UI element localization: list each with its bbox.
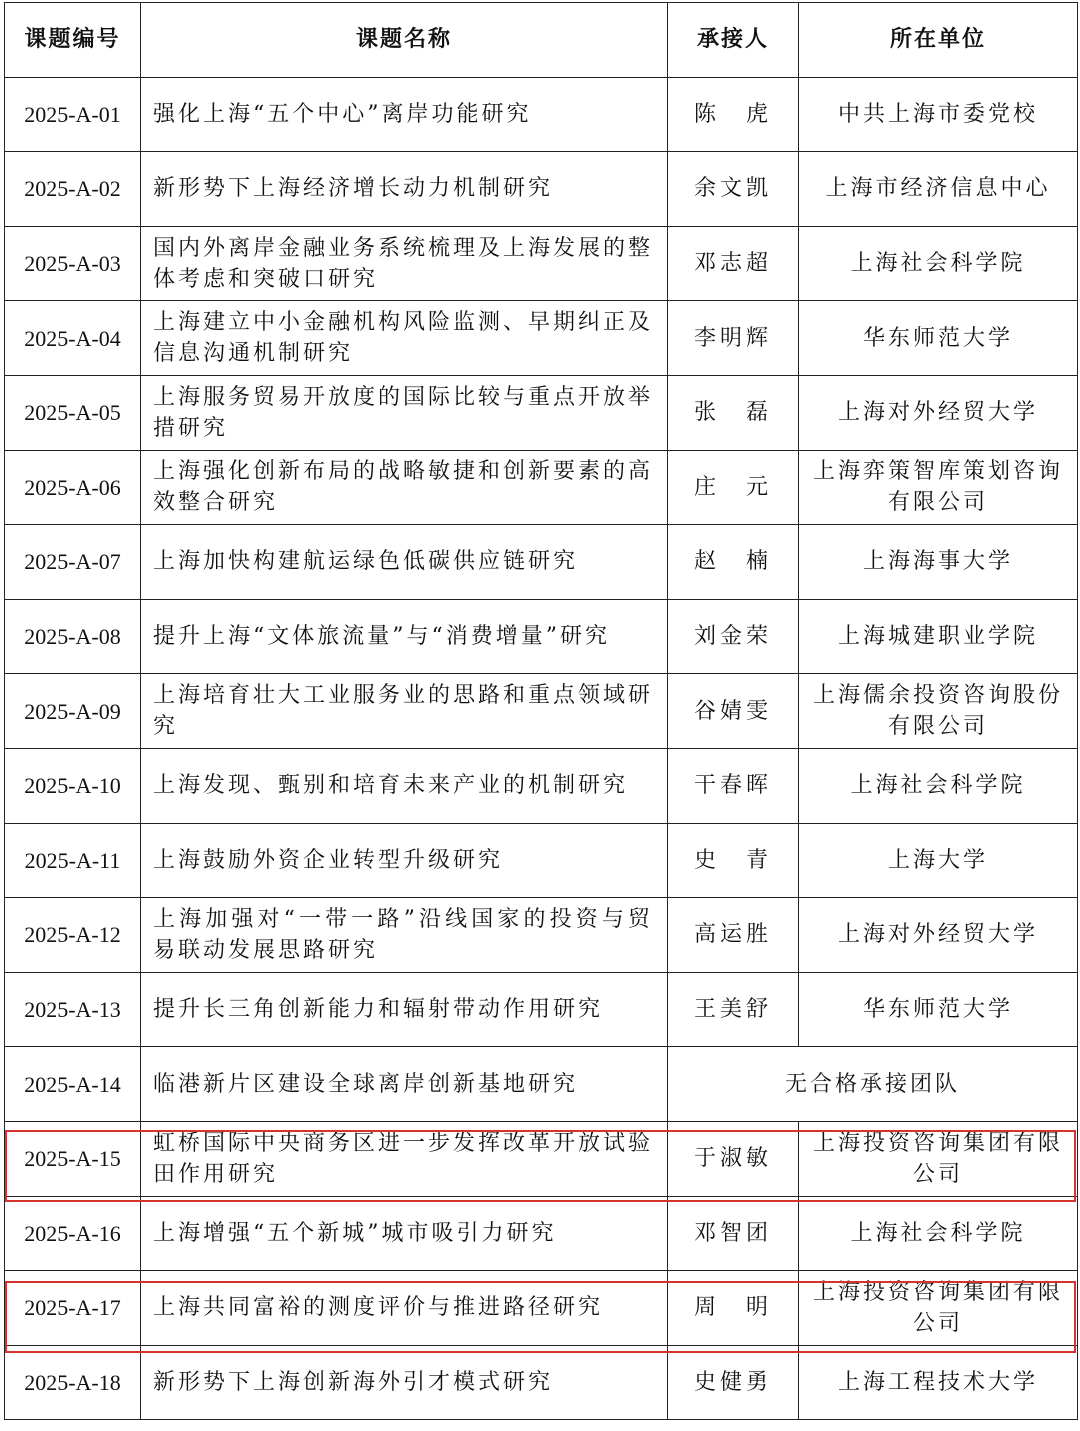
project-code: 2025-A-07	[5, 525, 141, 600]
table-row	[5, 1345, 1078, 1420]
project-title: 上海鼓励外资企业转型升级研究	[141, 823, 668, 898]
project-unit: 上海市经济信息中心	[799, 152, 1078, 227]
project-code: 2025-A-12	[5, 898, 141, 973]
project-person: 刘金荣	[668, 599, 799, 674]
project-unit: 上海大学	[799, 823, 1078, 898]
no-team-note: 无合格承接团队	[668, 1047, 1078, 1122]
project-code: 2025-A-13	[5, 972, 141, 1047]
project-unit: 上海儒余投资咨询股份有限公司	[799, 674, 1078, 749]
project-code: 2025-A-10	[5, 748, 141, 823]
project-unit: 上海投资咨询集团有限公司	[799, 1121, 1078, 1196]
project-unit: 中共上海市委党校	[799, 77, 1078, 152]
project-code: 2025-A-06	[5, 450, 141, 525]
project-table	[4, 2, 1078, 1420]
project-code: 2025-A-02	[5, 152, 141, 227]
table-row	[5, 152, 1078, 227]
project-unit: 上海城建职业学院	[799, 599, 1078, 674]
project-person: 邓志超	[668, 226, 799, 301]
project-person: 赵 楠	[668, 525, 799, 600]
project-title: 上海共同富裕的测度评价与推进路径研究	[141, 1271, 668, 1346]
header-unit: 所在单位	[799, 3, 1078, 78]
table-row	[5, 674, 1078, 749]
table-row	[5, 375, 1078, 450]
project-code: 2025-A-01	[5, 77, 141, 152]
project-person: 庄 元	[668, 450, 799, 525]
table-row-highlighted	[5, 1271, 1078, 1346]
table-row	[5, 450, 1078, 525]
project-unit: 华东师范大学	[799, 301, 1078, 376]
project-title: 上海培育壮大工业服务业的思路和重点领域研究	[141, 674, 668, 749]
project-title: 上海建立中小金融机构风险监测、早期纠正及信息沟通机制研究	[141, 301, 668, 376]
header-person: 承接人	[668, 3, 799, 78]
project-person: 李明辉	[668, 301, 799, 376]
project-person: 邓智团	[668, 1196, 799, 1271]
table-row	[5, 226, 1078, 301]
project-unit: 上海投资咨询集团有限公司	[799, 1271, 1078, 1346]
project-unit: 上海对外经贸大学	[799, 898, 1078, 973]
project-unit: 上海海事大学	[799, 525, 1078, 600]
project-person: 高运胜	[668, 898, 799, 973]
project-person: 史 青	[668, 823, 799, 898]
project-code: 2025-A-18	[5, 1345, 141, 1420]
project-code: 2025-A-11	[5, 823, 141, 898]
project-person: 张 磊	[668, 375, 799, 450]
project-unit: 上海社会科学院	[799, 1196, 1078, 1271]
table-row	[5, 898, 1078, 973]
project-code: 2025-A-08	[5, 599, 141, 674]
project-title: 临港新片区建设全球离岸创新基地研究	[141, 1047, 668, 1122]
project-title: 上海增强“五个新城”城市吸引力研究	[141, 1196, 668, 1271]
project-code: 2025-A-04	[5, 301, 141, 376]
project-unit: 上海弈策智库策划咨询有限公司	[799, 450, 1078, 525]
table-row-highlighted	[5, 1121, 1078, 1196]
table-row	[5, 1047, 1078, 1122]
project-unit: 上海社会科学院	[799, 226, 1078, 301]
table-row	[5, 823, 1078, 898]
project-title: 上海强化创新布局的战略敏捷和创新要素的高效整合研究	[141, 450, 668, 525]
project-title: 新形势下上海经济增长动力机制研究	[141, 152, 668, 227]
table-row	[5, 301, 1078, 376]
project-code: 2025-A-16	[5, 1196, 141, 1271]
project-person: 史健勇	[668, 1345, 799, 1420]
table-row	[5, 77, 1078, 152]
project-title: 上海发现、甄别和培育未来产业的机制研究	[141, 748, 668, 823]
project-person: 谷婧雯	[668, 674, 799, 749]
table-row	[5, 525, 1078, 600]
project-unit: 上海对外经贸大学	[799, 375, 1078, 450]
header-title: 课题名称	[141, 3, 668, 78]
project-title: 上海加快构建航运绿色低碳供应链研究	[141, 525, 668, 600]
project-unit: 华东师范大学	[799, 972, 1078, 1047]
table-row	[5, 599, 1078, 674]
project-code: 2025-A-14	[5, 1047, 141, 1122]
project-title: 提升上海“文体旅流量”与“消费增量”研究	[141, 599, 668, 674]
header-row	[5, 3, 1078, 78]
project-title: 上海服务贸易开放度的国际比较与重点开放举措研究	[141, 375, 668, 450]
header-code: 课题编号	[5, 3, 141, 78]
project-title: 提升长三角创新能力和辐射带动作用研究	[141, 972, 668, 1047]
project-person: 周 明	[668, 1271, 799, 1346]
project-title: 新形势下上海创新海外引才模式研究	[141, 1345, 668, 1420]
table-row	[5, 748, 1078, 823]
project-person: 陈 虎	[668, 77, 799, 152]
project-title: 强化上海“五个中心”离岸功能研究	[141, 77, 668, 152]
project-title: 上海加强对“一带一路”沿线国家的投资与贸易联动发展思路研究	[141, 898, 668, 973]
table-row	[5, 972, 1078, 1047]
project-code: 2025-A-05	[5, 375, 141, 450]
table-row	[5, 1196, 1078, 1271]
project-unit: 上海社会科学院	[799, 748, 1078, 823]
project-person: 余文凯	[668, 152, 799, 227]
project-title: 国内外离岸金融业务系统梳理及上海发展的整体考虑和突破口研究	[141, 226, 668, 301]
project-person: 王美舒	[668, 972, 799, 1047]
project-person: 干春晖	[668, 748, 799, 823]
project-unit: 上海工程技术大学	[799, 1345, 1078, 1420]
project-title: 虹桥国际中央商务区进一步发挥改革开放试验田作用研究	[141, 1121, 668, 1196]
project-code: 2025-A-15	[5, 1121, 141, 1196]
project-person: 于淑敏	[668, 1121, 799, 1196]
project-code: 2025-A-09	[5, 674, 141, 749]
project-code: 2025-A-03	[5, 226, 141, 301]
project-code: 2025-A-17	[5, 1271, 141, 1346]
